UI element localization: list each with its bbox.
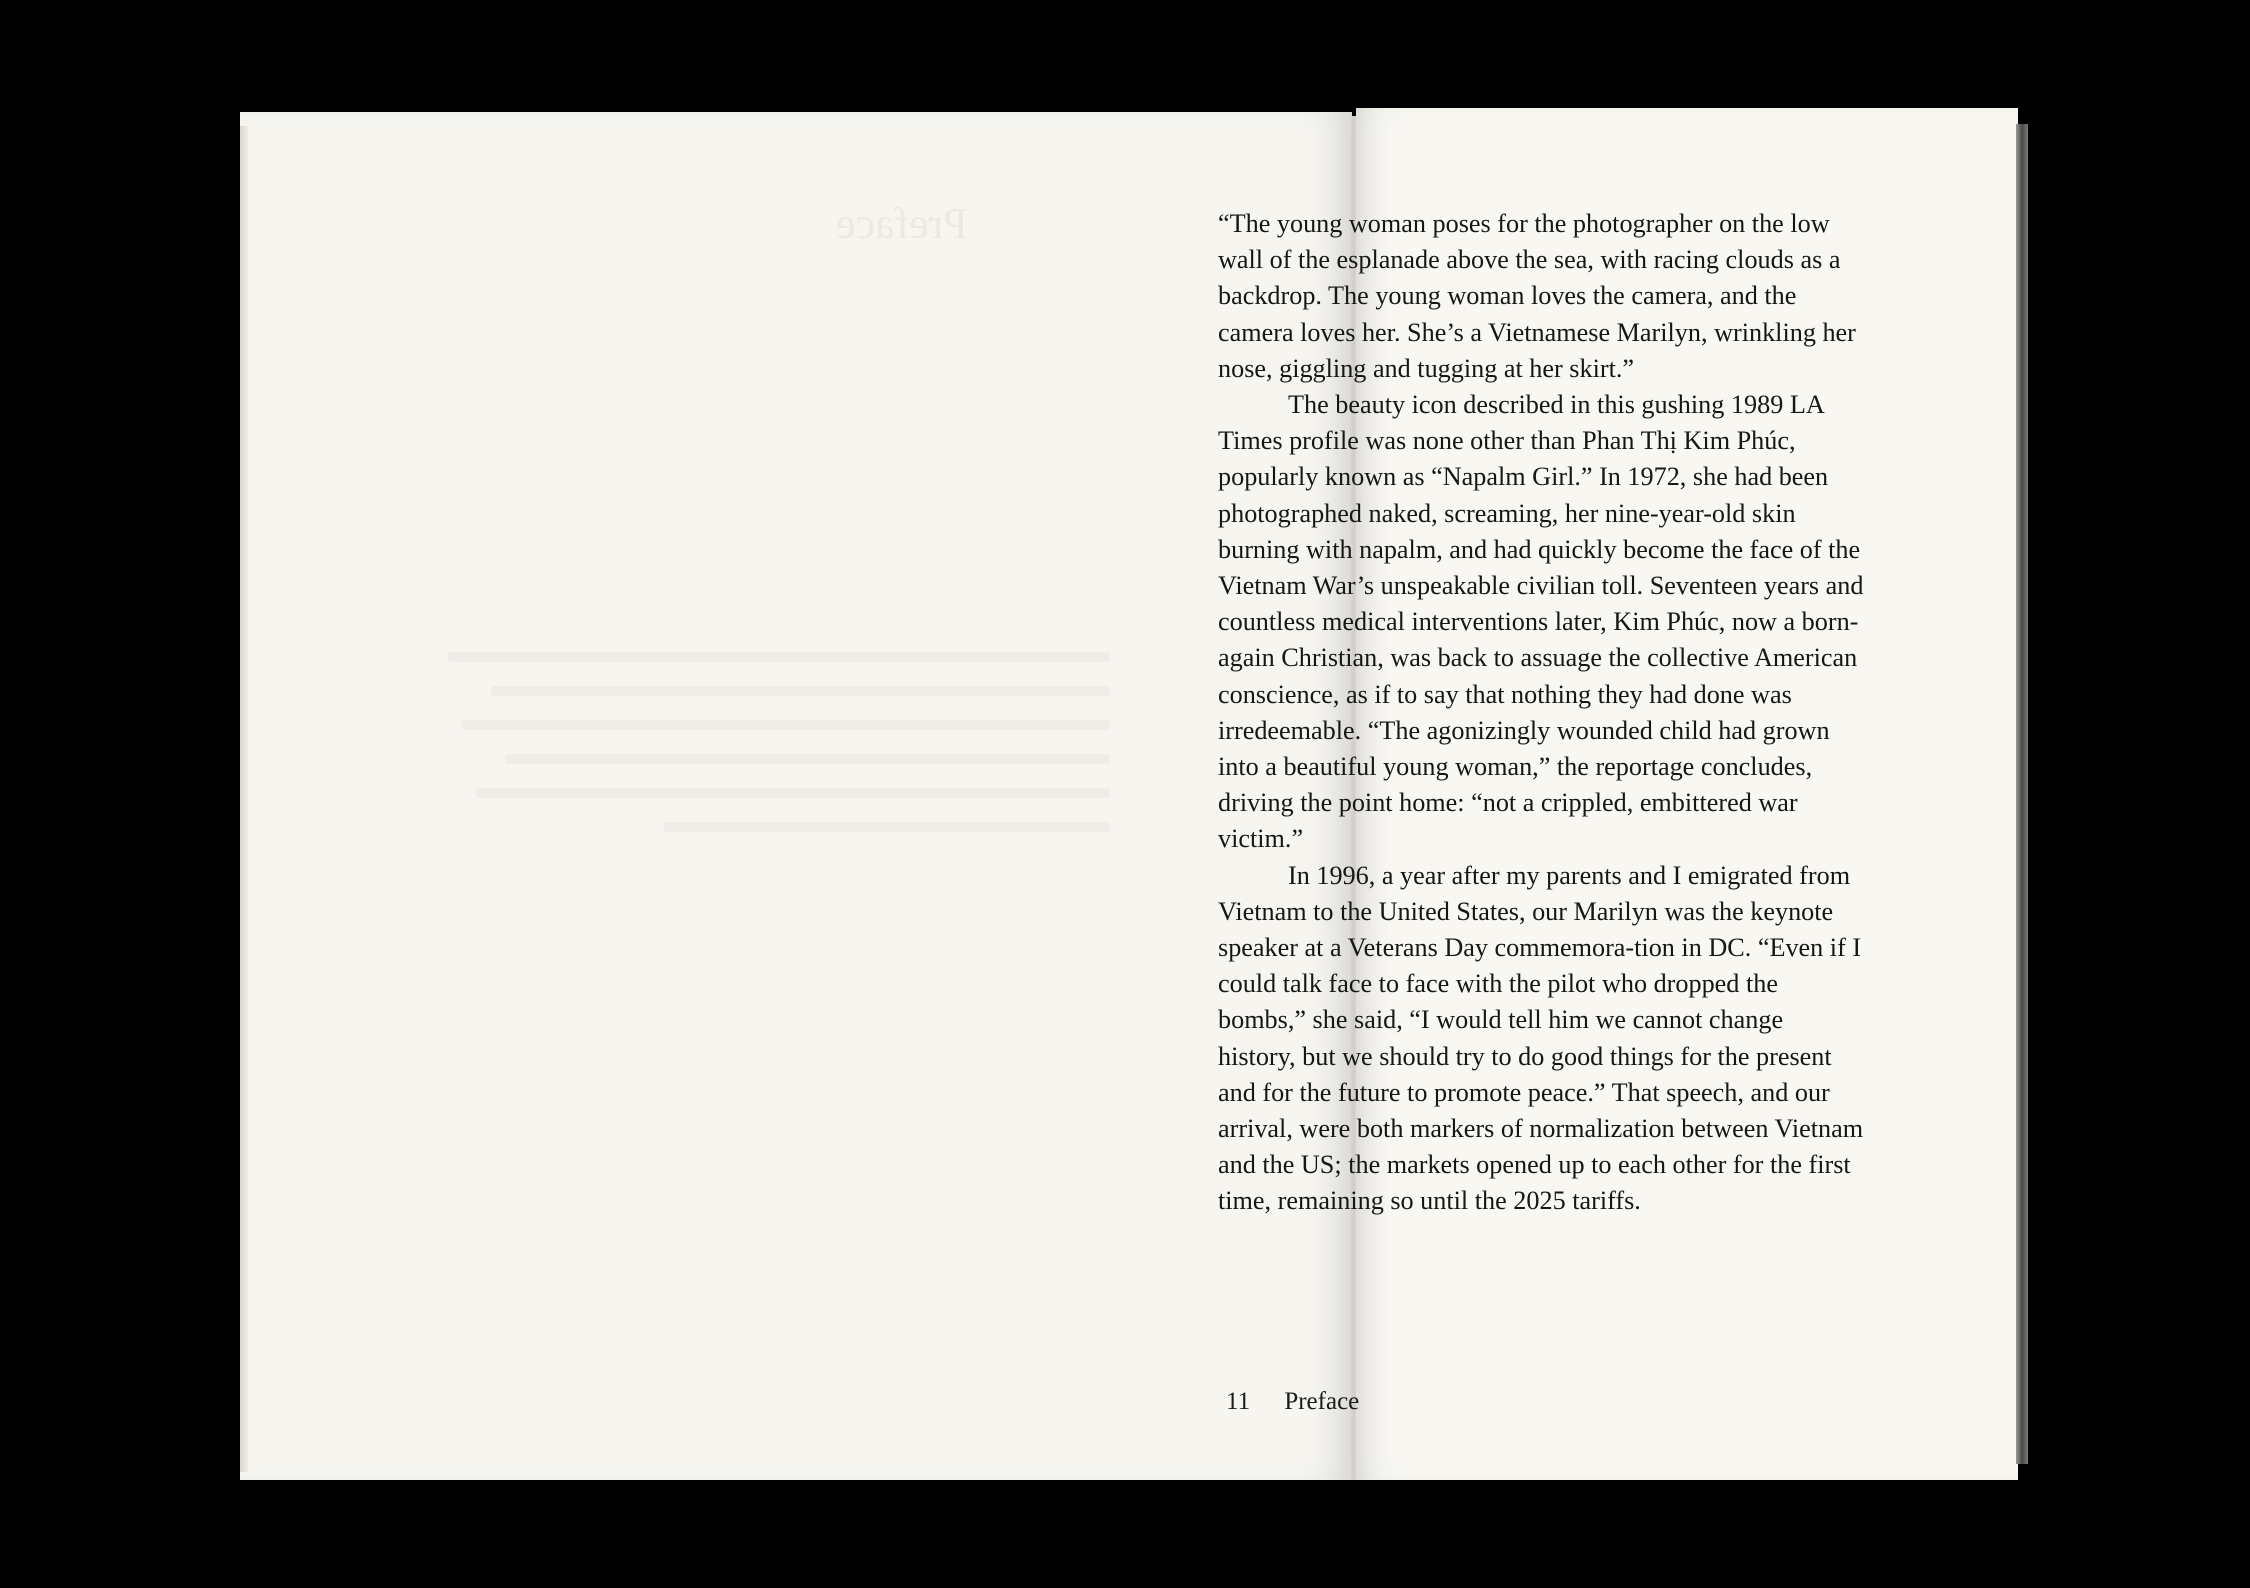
running-head: Preface <box>1284 1388 1360 1415</box>
page-number: 11 <box>1226 1388 1251 1415</box>
paragraph-1: “The young woman poses for the photographer on the low wall of the esplanade above the sea, with racing clouds as a backdrop. The young woman loves the camera, and the camera loves her. She’s a Vietnamese Marilyn, wrinkling her nose, giggling and tugging at her skirt.” <box>1218 209 1856 383</box>
show-through-heading: Preface <box>836 199 968 248</box>
paragraph-3: In 1996, a year after my parents and I emigrated from Vietnam to the United States, our Marilyn was the keynote speaker at a Veterans Day commemora-tion in DC. “Even if I could talk face to face with the pilot who dropped the bombs,” she said, “I would tell him we cannot change history, but we should try to do good things for the present and for the future to promote peace.” That speech, and our arrival, were both markers of normalization between Vietnam and the US; the markets opened up to each other for the first time, remaining so until the 2025 tariffs. <box>1218 860 1864 1216</box>
body-text <box>1218 206 1866 1220</box>
left-page <box>240 112 1352 1480</box>
page-stack-edge <box>2016 124 2028 1464</box>
folio <box>1226 1388 1359 1416</box>
paragraph-2: The beauty icon described in this gushing 1989 LA Times profile was none other than Phan Thị Kim Phúc, popularly known as “Napalm Girl.” In 1972, she had been photographed naked, screaming, her nine-year-old skin burning with napalm, and had quickly become the face of the Vietnam War’s unspeakable civilian toll. Seventeen years and countless medical interventions later, Kim Phúc, now a born-again Christian, was back to assuage the collective American conscience, as if to say that nothing they had done was irredeemable. “The agonizingly wounded child had grown into a beautiful young woman,” the reportage concludes, driving the point home: “not a crippled, embittered war victim.” <box>1218 390 1864 854</box>
left-page-edge <box>240 126 248 1472</box>
show-through-text <box>390 652 1110 856</box>
